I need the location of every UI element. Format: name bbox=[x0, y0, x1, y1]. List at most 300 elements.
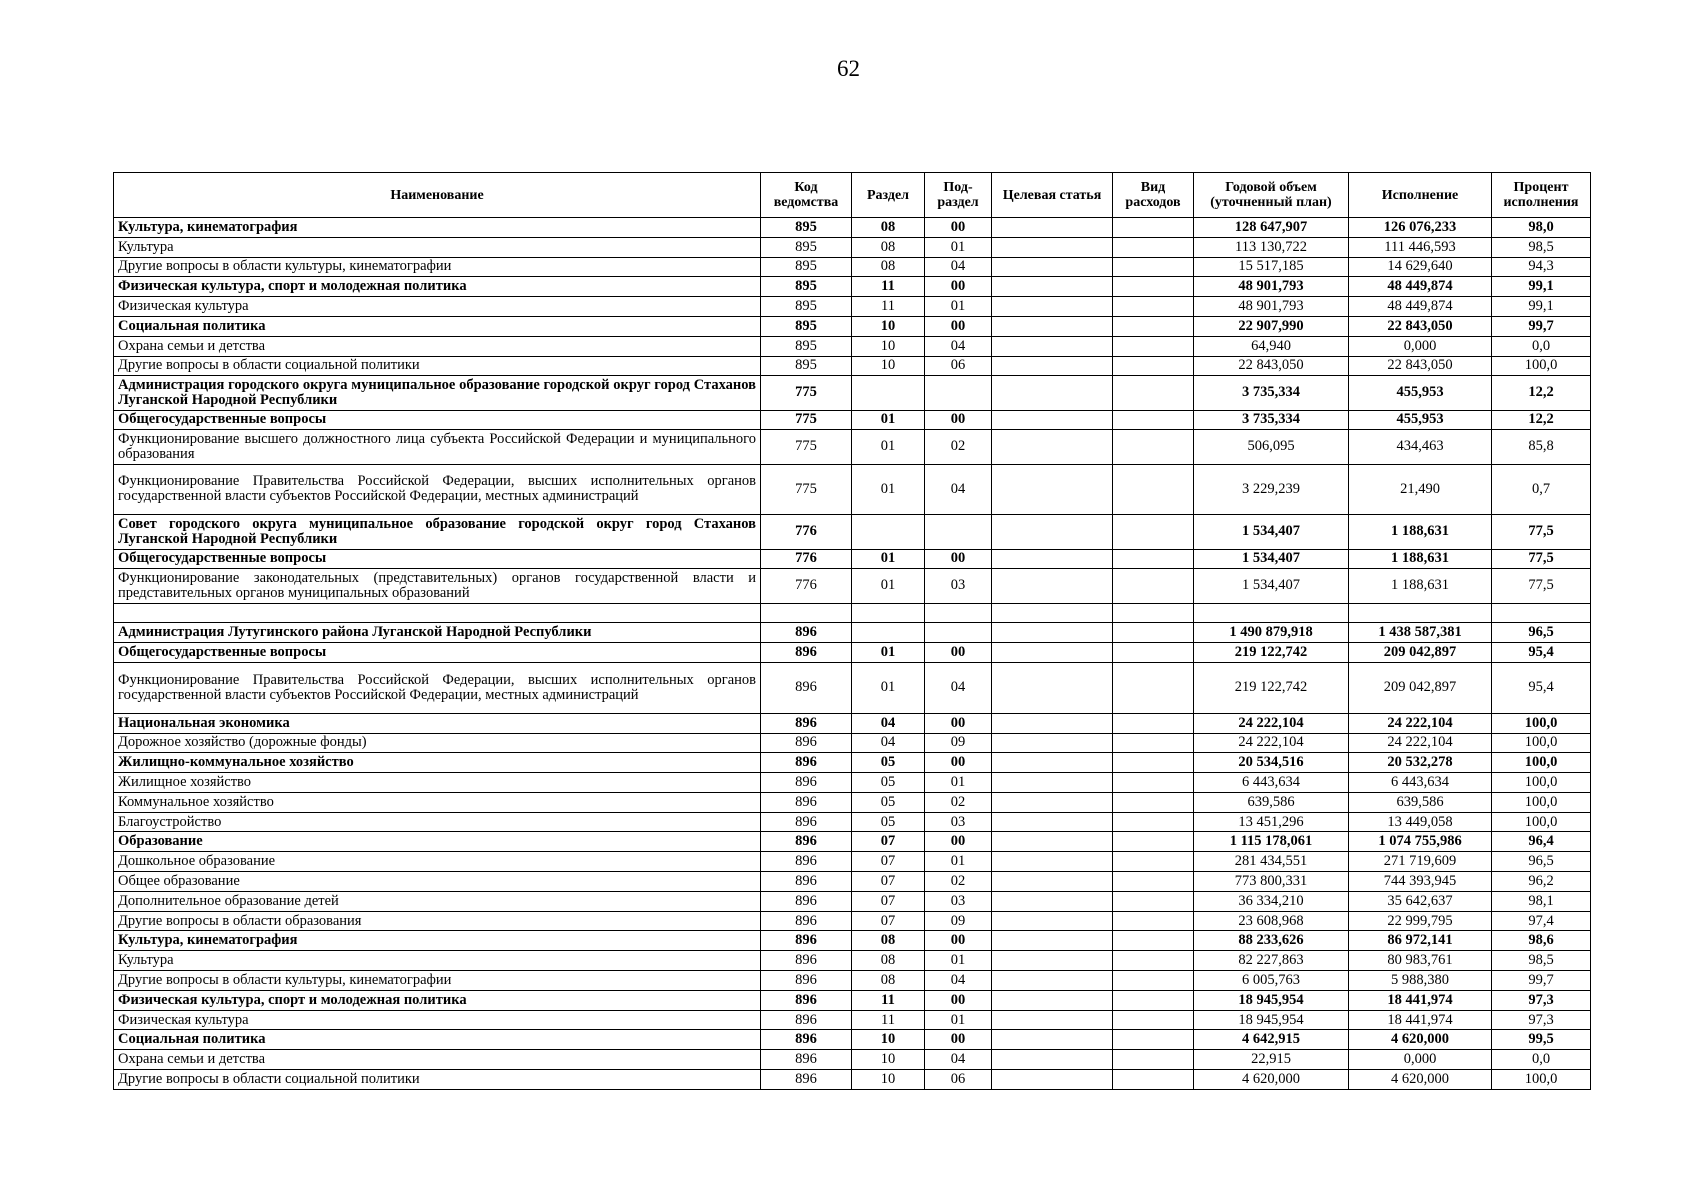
cell-target bbox=[992, 218, 1113, 238]
cell-target bbox=[992, 515, 1113, 549]
table-row bbox=[114, 1050, 1591, 1070]
cell-percent: 99,7 bbox=[1492, 971, 1591, 991]
cell-subsection: 00 bbox=[925, 931, 992, 951]
cell-target bbox=[992, 356, 1113, 376]
cell-percent: 96,5 bbox=[1492, 623, 1591, 643]
table-row bbox=[114, 662, 1591, 713]
cell-exec: 22 999,795 bbox=[1349, 911, 1492, 931]
cell-code: 776 bbox=[761, 549, 852, 569]
table-row bbox=[114, 753, 1591, 773]
cell-subsection: 04 bbox=[925, 662, 992, 713]
cell-code: 896 bbox=[761, 623, 852, 643]
cell-exec: 209 042,897 bbox=[1349, 643, 1492, 663]
table-row bbox=[114, 891, 1591, 911]
cell-type bbox=[1113, 911, 1194, 931]
cell-target bbox=[992, 237, 1113, 257]
cell-percent: 0,0 bbox=[1492, 336, 1591, 356]
cell-plan bbox=[1194, 603, 1349, 623]
cell-percent: 96,2 bbox=[1492, 872, 1591, 892]
cell-section: 11 bbox=[852, 1010, 925, 1030]
cell-exec: 0,000 bbox=[1349, 336, 1492, 356]
table-row bbox=[114, 951, 1591, 971]
cell-percent: 95,4 bbox=[1492, 643, 1591, 663]
cell-name: Благоустройство bbox=[114, 812, 761, 832]
cell-section: 11 bbox=[852, 297, 925, 317]
cell-code: 896 bbox=[761, 643, 852, 663]
table-row bbox=[114, 773, 1591, 793]
cell-name: Другие вопросы в области образования bbox=[114, 911, 761, 931]
cell-subsection: 03 bbox=[925, 891, 992, 911]
cell-percent: 99,5 bbox=[1492, 1030, 1591, 1050]
cell-section: 10 bbox=[852, 336, 925, 356]
cell-subsection: 01 bbox=[925, 773, 992, 793]
cell-code: 896 bbox=[761, 1050, 852, 1070]
cell-type bbox=[1113, 218, 1194, 238]
cell-code: 896 bbox=[761, 812, 852, 832]
cell-section: 04 bbox=[852, 713, 925, 733]
table-row bbox=[114, 336, 1591, 356]
cell-name: Культура bbox=[114, 951, 761, 971]
cell-name: Охрана семьи и детства bbox=[114, 1050, 761, 1070]
cell-subsection: 04 bbox=[925, 971, 992, 991]
cell-name: Функционирование высшего должностного лица субъекта Российской Федерации и муниципального образования bbox=[114, 430, 761, 464]
table-row bbox=[114, 257, 1591, 277]
cell-target bbox=[992, 1010, 1113, 1030]
cell-plan: 773 800,331 bbox=[1194, 872, 1349, 892]
cell-subsection: 04 bbox=[925, 464, 992, 515]
table-row bbox=[114, 237, 1591, 257]
cell-subsection: 00 bbox=[925, 316, 992, 336]
cell-section: 01 bbox=[852, 662, 925, 713]
cell-code: 896 bbox=[761, 911, 852, 931]
cell-section: 11 bbox=[852, 277, 925, 297]
table-row bbox=[114, 872, 1591, 892]
cell-section: 07 bbox=[852, 911, 925, 931]
cell-plan: 6 443,634 bbox=[1194, 773, 1349, 793]
header-name: Наименование bbox=[114, 173, 761, 218]
cell-code: 776 bbox=[761, 569, 852, 603]
cell-subsection: 00 bbox=[925, 277, 992, 297]
cell-exec: 86 972,141 bbox=[1349, 931, 1492, 951]
cell-subsection: 01 bbox=[925, 297, 992, 317]
table-row bbox=[114, 376, 1591, 410]
table-header-row bbox=[114, 173, 1591, 218]
cell-type bbox=[1113, 733, 1194, 753]
cell-percent: 100,0 bbox=[1492, 1070, 1591, 1090]
cell-code: 896 bbox=[761, 713, 852, 733]
cell-type bbox=[1113, 410, 1194, 430]
table-row bbox=[114, 931, 1591, 951]
cell-section: 10 bbox=[852, 1050, 925, 1070]
cell-name: Другие вопросы в области социальной политики bbox=[114, 356, 761, 376]
cell-plan: 639,586 bbox=[1194, 792, 1349, 812]
cell-percent: 99,1 bbox=[1492, 277, 1591, 297]
cell-subsection: 00 bbox=[925, 549, 992, 569]
cell-code: 896 bbox=[761, 852, 852, 872]
cell-plan: 219 122,742 bbox=[1194, 662, 1349, 713]
cell-target bbox=[992, 773, 1113, 793]
cell-percent: 77,5 bbox=[1492, 549, 1591, 569]
cell-target bbox=[992, 713, 1113, 733]
cell-type bbox=[1113, 515, 1194, 549]
cell-exec: 4 620,000 bbox=[1349, 1030, 1492, 1050]
cell-target bbox=[992, 410, 1113, 430]
cell-section: 05 bbox=[852, 753, 925, 773]
cell-type bbox=[1113, 316, 1194, 336]
cell-percent: 77,5 bbox=[1492, 515, 1591, 549]
cell-exec: 48 449,874 bbox=[1349, 297, 1492, 317]
cell-target bbox=[992, 990, 1113, 1010]
cell-section: 05 bbox=[852, 812, 925, 832]
cell-target bbox=[992, 951, 1113, 971]
cell-name: Культура, кинематография bbox=[114, 931, 761, 951]
cell-exec: 18 441,974 bbox=[1349, 990, 1492, 1010]
cell-name: Физическая культура, спорт и молодежная политика bbox=[114, 990, 761, 1010]
cell-code: 896 bbox=[761, 832, 852, 852]
cell-type bbox=[1113, 569, 1194, 603]
cell-exec: 744 393,945 bbox=[1349, 872, 1492, 892]
cell-exec: 1 438 587,381 bbox=[1349, 623, 1492, 643]
cell-type bbox=[1113, 603, 1194, 623]
cell-percent: 0,7 bbox=[1492, 464, 1591, 515]
cell-target bbox=[992, 911, 1113, 931]
table-row bbox=[114, 733, 1591, 753]
cell-plan: 6 005,763 bbox=[1194, 971, 1349, 991]
page-number: 62 bbox=[837, 56, 860, 81]
cell-exec: 455,953 bbox=[1349, 410, 1492, 430]
cell-plan: 24 222,104 bbox=[1194, 733, 1349, 753]
cell-section bbox=[852, 515, 925, 549]
cell-percent: 98,1 bbox=[1492, 891, 1591, 911]
cell-type bbox=[1113, 257, 1194, 277]
cell-subsection: 00 bbox=[925, 832, 992, 852]
cell-subsection: 09 bbox=[925, 733, 992, 753]
cell-name: Другие вопросы в области социальной политики bbox=[114, 1070, 761, 1090]
cell-target bbox=[992, 277, 1113, 297]
cell-code: 896 bbox=[761, 1030, 852, 1050]
cell-subsection: 04 bbox=[925, 336, 992, 356]
cell-exec: 209 042,897 bbox=[1349, 662, 1492, 713]
cell-code: 896 bbox=[761, 792, 852, 812]
header-type: Вид расходов bbox=[1113, 173, 1194, 218]
cell-code: 775 bbox=[761, 410, 852, 430]
cell-type bbox=[1113, 832, 1194, 852]
cell-plan: 22 907,990 bbox=[1194, 316, 1349, 336]
cell-name: Дошкольное образование bbox=[114, 852, 761, 872]
cell-percent: 0,0 bbox=[1492, 1050, 1591, 1070]
cell-plan: 128 647,907 bbox=[1194, 218, 1349, 238]
cell-percent: 100,0 bbox=[1492, 753, 1591, 773]
cell-section bbox=[852, 603, 925, 623]
cell-percent: 95,4 bbox=[1492, 662, 1591, 713]
cell-type bbox=[1113, 662, 1194, 713]
table-row bbox=[114, 549, 1591, 569]
cell-code: 895 bbox=[761, 257, 852, 277]
cell-exec: 22 843,050 bbox=[1349, 316, 1492, 336]
table-row bbox=[114, 911, 1591, 931]
cell-plan: 4 642,915 bbox=[1194, 1030, 1349, 1050]
cell-subsection: 09 bbox=[925, 911, 992, 931]
cell-type bbox=[1113, 623, 1194, 643]
cell-type bbox=[1113, 464, 1194, 515]
cell-plan: 219 122,742 bbox=[1194, 643, 1349, 663]
cell-name: Совет городского округа муниципальное образование городской округ город Стаханов Луганской Народной Республики bbox=[114, 515, 761, 549]
cell-percent: 100,0 bbox=[1492, 713, 1591, 733]
cell-target bbox=[992, 1070, 1113, 1090]
cell-section: 08 bbox=[852, 237, 925, 257]
table-row bbox=[114, 812, 1591, 832]
cell-percent: 98,5 bbox=[1492, 237, 1591, 257]
cell-exec: 21,490 bbox=[1349, 464, 1492, 515]
cell-code: 776 bbox=[761, 515, 852, 549]
cell-code: 896 bbox=[761, 1070, 852, 1090]
cell-section: 07 bbox=[852, 852, 925, 872]
cell-plan: 48 901,793 bbox=[1194, 297, 1349, 317]
cell-exec: 5 988,380 bbox=[1349, 971, 1492, 991]
cell-subsection: 00 bbox=[925, 410, 992, 430]
cell-name: Жилищно-коммунальное хозяйство bbox=[114, 753, 761, 773]
cell-percent: 97,3 bbox=[1492, 1010, 1591, 1030]
cell-name: Общегосударственные вопросы bbox=[114, 410, 761, 430]
cell-subsection bbox=[925, 515, 992, 549]
cell-target bbox=[992, 643, 1113, 663]
cell-type bbox=[1113, 990, 1194, 1010]
cell-name: Общее образование bbox=[114, 872, 761, 892]
cell-subsection: 01 bbox=[925, 1010, 992, 1030]
table-row bbox=[114, 990, 1591, 1010]
cell-name: Культура bbox=[114, 237, 761, 257]
cell-exec bbox=[1349, 603, 1492, 623]
cell-name: Дорожное хозяйство (дорожные фонды) bbox=[114, 733, 761, 753]
cell-exec: 18 441,974 bbox=[1349, 1010, 1492, 1030]
cell-target bbox=[992, 852, 1113, 872]
cell-type bbox=[1113, 931, 1194, 951]
table-row bbox=[114, 832, 1591, 852]
cell-section: 01 bbox=[852, 643, 925, 663]
cell-subsection: 06 bbox=[925, 356, 992, 376]
cell-subsection: 00 bbox=[925, 218, 992, 238]
cell-exec: 1 188,631 bbox=[1349, 515, 1492, 549]
cell-name: Физическая культура bbox=[114, 297, 761, 317]
cell-code bbox=[761, 603, 852, 623]
cell-name: Социальная политика bbox=[114, 1030, 761, 1050]
cell-section: 07 bbox=[852, 832, 925, 852]
cell-target bbox=[992, 733, 1113, 753]
cell-type bbox=[1113, 951, 1194, 971]
cell-code: 896 bbox=[761, 891, 852, 911]
cell-code: 896 bbox=[761, 773, 852, 793]
cell-type bbox=[1113, 753, 1194, 773]
cell-plan: 281 434,551 bbox=[1194, 852, 1349, 872]
cell-subsection: 00 bbox=[925, 990, 992, 1010]
cell-plan: 18 945,954 bbox=[1194, 990, 1349, 1010]
cell-code: 896 bbox=[761, 1010, 852, 1030]
cell-code: 895 bbox=[761, 237, 852, 257]
cell-code: 896 bbox=[761, 951, 852, 971]
cell-code: 895 bbox=[761, 336, 852, 356]
cell-section: 10 bbox=[852, 1070, 925, 1090]
cell-type bbox=[1113, 872, 1194, 892]
cell-name: Администрация Лутугинского района Луганской Народной Республики bbox=[114, 623, 761, 643]
cell-type bbox=[1113, 792, 1194, 812]
cell-name: Физическая культура, спорт и молодежная политика bbox=[114, 277, 761, 297]
cell-percent: 77,5 bbox=[1492, 569, 1591, 603]
cell-percent: 100,0 bbox=[1492, 773, 1591, 793]
cell-name: Дополнительное образование детей bbox=[114, 891, 761, 911]
cell-name: Администрация городского округа муниципальное образование городской округ город Стаханов Луганской Народной Республики bbox=[114, 376, 761, 410]
cell-plan: 64,940 bbox=[1194, 336, 1349, 356]
cell-exec: 48 449,874 bbox=[1349, 277, 1492, 297]
cell-plan: 82 227,863 bbox=[1194, 951, 1349, 971]
cell-name: Функционирование Правительства Российской Федерации, высших исполнительных органов государственной власти субъектов Российской Федерации, местных администраций bbox=[114, 464, 761, 515]
cell-type bbox=[1113, 1070, 1194, 1090]
cell-subsection: 06 bbox=[925, 1070, 992, 1090]
cell-section: 07 bbox=[852, 891, 925, 911]
cell-target bbox=[992, 1050, 1113, 1070]
cell-code: 775 bbox=[761, 430, 852, 464]
cell-target bbox=[992, 662, 1113, 713]
table-row bbox=[114, 1030, 1591, 1050]
cell-subsection: 02 bbox=[925, 792, 992, 812]
cell-percent: 96,4 bbox=[1492, 832, 1591, 852]
cell-target bbox=[992, 1030, 1113, 1050]
cell-exec: 22 843,050 bbox=[1349, 356, 1492, 376]
cell-exec: 14 629,640 bbox=[1349, 257, 1492, 277]
cell-subsection: 03 bbox=[925, 569, 992, 603]
cell-plan: 24 222,104 bbox=[1194, 713, 1349, 733]
cell-code: 896 bbox=[761, 971, 852, 991]
cell-name: Коммунальное хозяйство bbox=[114, 792, 761, 812]
table-row bbox=[114, 569, 1591, 603]
cell-subsection: 00 bbox=[925, 1030, 992, 1050]
table-row bbox=[114, 410, 1591, 430]
cell-section: 05 bbox=[852, 792, 925, 812]
cell-type bbox=[1113, 1010, 1194, 1030]
cell-section: 05 bbox=[852, 773, 925, 793]
cell-percent: 100,0 bbox=[1492, 733, 1591, 753]
header-code: Код ведомства bbox=[761, 173, 852, 218]
table-row bbox=[114, 971, 1591, 991]
cell-target bbox=[992, 603, 1113, 623]
cell-exec: 1 188,631 bbox=[1349, 549, 1492, 569]
cell-code: 775 bbox=[761, 376, 852, 410]
header-subsection: Под-раздел bbox=[925, 173, 992, 218]
cell-name: Общегосударственные вопросы bbox=[114, 549, 761, 569]
cell-subsection bbox=[925, 603, 992, 623]
cell-code: 895 bbox=[761, 277, 852, 297]
cell-percent: 94,3 bbox=[1492, 257, 1591, 277]
cell-exec: 434,463 bbox=[1349, 430, 1492, 464]
cell-target bbox=[992, 376, 1113, 410]
cell-target bbox=[992, 971, 1113, 991]
cell-percent: 12,2 bbox=[1492, 376, 1591, 410]
cell-percent: 98,0 bbox=[1492, 218, 1591, 238]
cell-exec: 271 719,609 bbox=[1349, 852, 1492, 872]
cell-name: Культура, кинематография bbox=[114, 218, 761, 238]
cell-code: 895 bbox=[761, 356, 852, 376]
cell-type bbox=[1113, 356, 1194, 376]
cell-percent: 99,1 bbox=[1492, 297, 1591, 317]
table-row bbox=[114, 430, 1591, 464]
cell-type bbox=[1113, 1030, 1194, 1050]
cell-percent: 85,8 bbox=[1492, 430, 1591, 464]
cell-section: 01 bbox=[852, 549, 925, 569]
cell-exec: 0,000 bbox=[1349, 1050, 1492, 1070]
cell-code: 895 bbox=[761, 316, 852, 336]
cell-code: 896 bbox=[761, 872, 852, 892]
cell-exec: 24 222,104 bbox=[1349, 713, 1492, 733]
cell-name: Социальная политика bbox=[114, 316, 761, 336]
cell-name: Функционирование Правительства Российской Федерации, высших исполнительных органов государственной власти субъектов Российской Федерации, местных администраций bbox=[114, 662, 761, 713]
header-target: Целевая статья bbox=[992, 173, 1113, 218]
cell-plan: 48 901,793 bbox=[1194, 277, 1349, 297]
cell-code: 896 bbox=[761, 662, 852, 713]
cell-percent: 100,0 bbox=[1492, 792, 1591, 812]
cell-target bbox=[992, 623, 1113, 643]
cell-name: Другие вопросы в области культуры, кинематографии bbox=[114, 971, 761, 991]
cell-section: 08 bbox=[852, 257, 925, 277]
cell-plan: 3 229,239 bbox=[1194, 464, 1349, 515]
cell-plan: 36 334,210 bbox=[1194, 891, 1349, 911]
cell-plan: 1 490 879,918 bbox=[1194, 623, 1349, 643]
cell-type bbox=[1113, 891, 1194, 911]
cell-exec: 126 076,233 bbox=[1349, 218, 1492, 238]
cell-subsection: 01 bbox=[925, 951, 992, 971]
cell-name: Физическая культура bbox=[114, 1010, 761, 1030]
header-plan: Годовой объем (уточненный план) bbox=[1194, 173, 1349, 218]
cell-plan: 506,095 bbox=[1194, 430, 1349, 464]
cell-percent: 97,4 bbox=[1492, 911, 1591, 931]
cell-exec: 455,953 bbox=[1349, 376, 1492, 410]
cell-subsection: 01 bbox=[925, 852, 992, 872]
cell-type bbox=[1113, 713, 1194, 733]
table-row bbox=[114, 464, 1591, 515]
table-row bbox=[114, 316, 1591, 336]
cell-plan: 22 843,050 bbox=[1194, 356, 1349, 376]
cell-code: 896 bbox=[761, 733, 852, 753]
cell-exec: 6 443,634 bbox=[1349, 773, 1492, 793]
cell-section: 01 bbox=[852, 464, 925, 515]
cell-type bbox=[1113, 277, 1194, 297]
budget-execution-table bbox=[113, 172, 1591, 1090]
cell-section bbox=[852, 376, 925, 410]
cell-exec: 80 983,761 bbox=[1349, 951, 1492, 971]
cell-exec: 13 449,058 bbox=[1349, 812, 1492, 832]
cell-subsection: 02 bbox=[925, 430, 992, 464]
cell-code: 895 bbox=[761, 218, 852, 238]
cell-type bbox=[1113, 852, 1194, 872]
cell-exec: 24 222,104 bbox=[1349, 733, 1492, 753]
cell-name bbox=[114, 603, 761, 623]
table-row bbox=[114, 603, 1591, 623]
header-percent: Процент исполнения bbox=[1492, 173, 1591, 218]
cell-plan: 113 130,722 bbox=[1194, 237, 1349, 257]
cell-target bbox=[992, 297, 1113, 317]
table-row bbox=[114, 297, 1591, 317]
table-row bbox=[114, 515, 1591, 549]
header-exec: Исполнение bbox=[1349, 173, 1492, 218]
cell-code: 896 bbox=[761, 990, 852, 1010]
cell-percent: 98,5 bbox=[1492, 951, 1591, 971]
cell-section: 10 bbox=[852, 1030, 925, 1050]
cell-target bbox=[992, 792, 1113, 812]
cell-type bbox=[1113, 812, 1194, 832]
cell-subsection: 02 bbox=[925, 872, 992, 892]
cell-section: 08 bbox=[852, 218, 925, 238]
cell-code: 775 bbox=[761, 464, 852, 515]
cell-exec: 20 532,278 bbox=[1349, 753, 1492, 773]
cell-section: 01 bbox=[852, 410, 925, 430]
